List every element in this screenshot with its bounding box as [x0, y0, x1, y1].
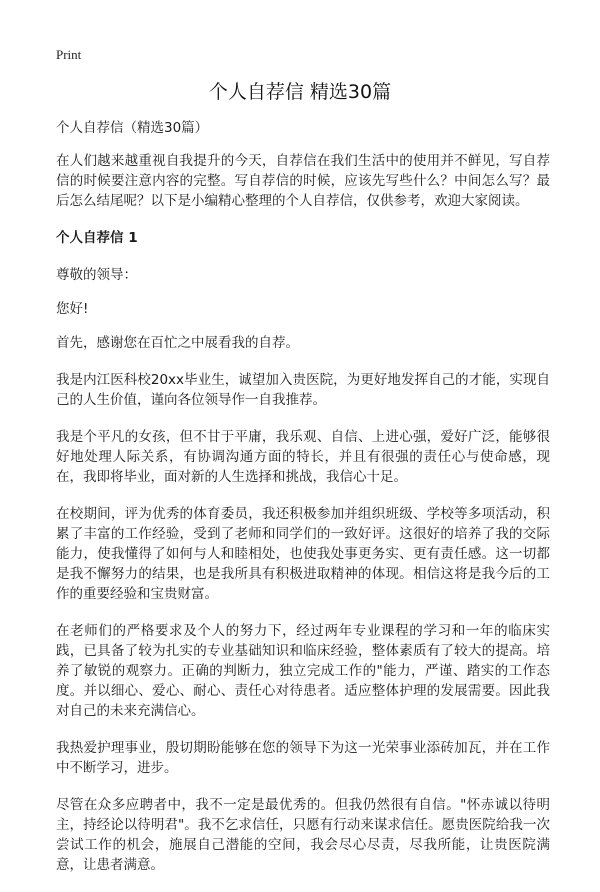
body-paragraph: 我是内江医科校20xx毕业生，诚望加入贵医院，为更好地发挥自己的才能，实现自己的人生价值，谨向各位领导作一自我推荐。 — [56, 372, 550, 408]
print-link[interactable]: Print — [56, 47, 82, 62]
document-subtitle: 个人自荐信（精选30篇） — [56, 120, 209, 136]
body-paragraph: 在老师们的严格要求及个人的努力下，经过两年专业课程的学习和一年的临床实践，已具备了较为扎实的专业基础知识和临床经验，整体素质有了较大的提高。培养了敏锐的观察力。正确的判断力，独立完成工作的"能力，严谨、踏实的工作态度。并以细心、爱心、耐心、责任心对待患者。适应整体护理的发展需要。因此我对自己的未来充满信心。 — [56, 623, 550, 719]
body-paragraph: 我是个平凡的女孩，但不甘于平庸，我乐观、自信、上进心强，爱好广泛，能够很好地处理人际关系，有协调沟通方面的特长，并且有很强的责任心与使命感，现在，我即将毕业，面对新的人生选择和挑战，我信心十足。 — [56, 429, 550, 485]
page-title: 个人自荐信 精选30篇 — [208, 81, 392, 103]
document-body — [56, 118, 550, 892]
salutation: 尊敬的领导： — [56, 267, 137, 283]
body-paragraph: 我热爱护理事业，殷切期盼能够在您的领导下为这一光荣事业添砖加瓦，并在工作中不断学习，进步。 — [56, 740, 550, 776]
section-heading: 个人自荐信 1 — [56, 230, 138, 246]
body-paragraph: 首先，感谢您在百忙之中展看我的自荐。 — [56, 335, 299, 351]
greeting: 您好! — [56, 301, 89, 317]
intro-paragraph: 在人们越来越重视自我提升的今天，自荐信在我们生活中的使用并不鲜见，写自荐信的时候要注意内容的完整。写自荐信的时候，应该先写些什么？中间怎么写？最后怎么结尾呢？以下是小编精心整理的个人自荐信，仅供参考，欢迎大家阅读。 — [56, 153, 550, 209]
body-paragraph: 在校期间，评为优秀的体育委员，我还积极参加并组织班级、学校等多项活动，积累了丰富的工作经验，受到了老师和同学们的一致好评。这很好的培养了我的交际能力，使我懂得了如何与人和睦相处，也使我处事更务实、更有责任感。这一切都是我不懈努力的结果，也是我所具有积极进取精神的体现。相信这将是我今后的工作的重要经验和宝贵财富。 — [56, 506, 550, 602]
body-paragraph: 尽管在众多应聘者中，我不一定是最优秀的。但我仍然很有自信。"怀赤诚以待明主，持经论以待明君"。我不乞求信任，只愿有行动来谋求信任。愿贵医院给我一次尝试工作的机会，施展自己潜能的空间，我会尽心尽责，尽我所能，让贵医院满意，让患者满意。 — [56, 797, 550, 873]
